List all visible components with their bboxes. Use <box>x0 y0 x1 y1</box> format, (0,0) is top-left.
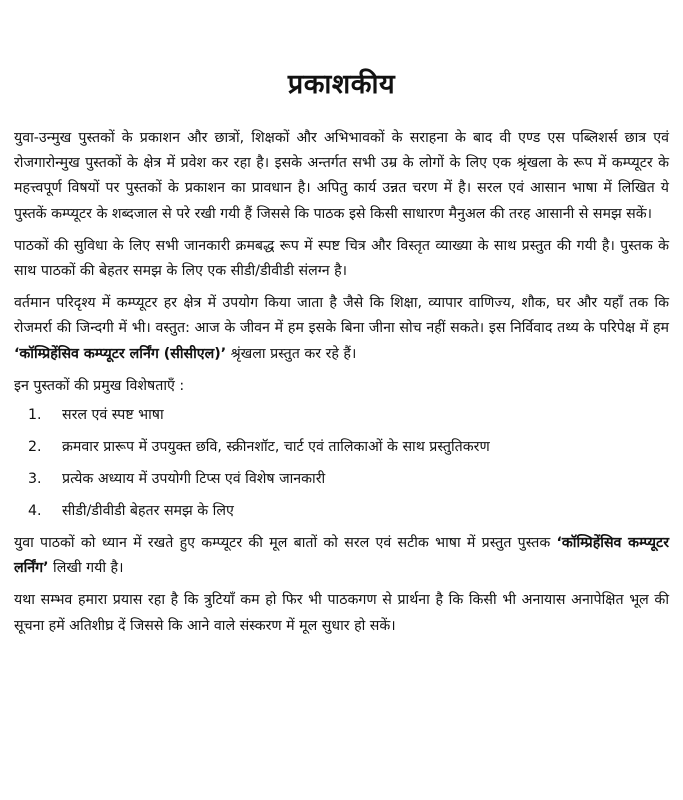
paragraph-errata-request: यथा सम्भव हमारा प्रयास रहा है कि त्रुटियाँ कम हो फिर भी पाठकगण से प्रार्थना है कि किसी भी अनायास अनापेक्षित भूल की सूचना हमें अतिशीघ्र दें जिससे कि आने वाले संस्करण में मूल सुधार हो सकें। <box>14 592 669 634</box>
list-item <box>14 499 669 524</box>
list-item-text: प्रत्येक अध्याय में उपयोगी टिप्स एवं विशेष जानकारी <box>62 471 326 488</box>
features-list <box>14 403 669 524</box>
paragraph-current-scenario-text-a: वर्तमान परिदृश्य में कम्प्यूटर हर क्षेत्र में उपयोग किया जाता है जैसे कि शिक्षा, व्यापार वाणिज्य, शौक, घर और यहाँ तक कि रोजमर्रा की जिन्दगी में भी। वस्तुत: आज के जीवन में हम इसके बिना जीना सोच नहीं सकते। इस निर्विवाद तथ्य के परिपेक्ष में हम <box>14 295 669 337</box>
document-body <box>14 126 669 639</box>
list-item <box>14 403 669 428</box>
list-item-number: 1. <box>28 407 42 424</box>
paragraph-convenience: पाठकों की सुविधा के लिए सभी जानकारी क्रमबद्ध रूप में स्पष्ट चित्र और विस्तृत व्याख्या के साथ प्रस्तुत की गयी है। पुस्तक के साथ पाठकों की बेहतर समझ के लिए एक सीडी/डीवीडी संलग्न है। <box>14 237 669 280</box>
paragraph-young-readers-text-a: युवा पाठकों को ध्यान में रखते हुए कम्प्यूटर की मूल बातों को सरल एवं सटीक भाषा में प्रस्तुत पुस्तक <box>14 535 557 552</box>
list-item-text: सीडी/डीवीडी बेहतर समझ के लिए <box>62 503 234 520</box>
list-item-number: 3. <box>28 471 42 488</box>
list-item-number: 4. <box>28 503 42 520</box>
book-name-bold: ‘कॉम्प्रिहेंसिव कम्प्यूटर लर्निंग’ <box>14 535 669 577</box>
list-item-number: 2. <box>28 439 42 456</box>
list-item-text: क्रमवार प्रारूप में उपयुक्त छवि, स्क्रीनशॉट, चार्ट एवं तालिकाओं के साथ प्रस्तुतिकरण <box>62 439 490 456</box>
list-item <box>14 435 669 460</box>
paragraph-intro: युवा-उन्मुख पुस्तकों के प्रकाशन और छात्रों, शिक्षकों और अभिभावकों के सराहना के बाद वी एण्ड एस पब्लिशर्स छात्र एवं रोजगारोन्मुख पुस्तकों के क्षेत्र में प्रवेश कर रहा है। इसके अन्तर्गत सभी उम्र के लोगों के लिए एक श्रृंखला के रूप में कम्प्यूटर के महत्त्वपूर्ण विषयों पर पुस्तकों के प्रकाशन का प्रावधान है। अपितु कार्य उन्नत चरण में है। सरल एवं आसान भाषा में लिखित ये पुस्तकें कम्प्यूटर के शब्दजाल से परे रखी गयी हैं जिससे कि पाठक इसे किसी साधारण मैनुअल की तरह आसानी से समझ सकें। <box>14 130 669 222</box>
list-item-text: सरल एवं स्पष्ट भाषा <box>62 407 164 424</box>
paragraph-young-readers-text-b: लिखी गयी है। <box>48 560 124 577</box>
series-name-bold: ‘कॉम्प्रिहेंसिव कम्प्यूटर लर्निंग (सीसीएल)’ <box>14 345 227 362</box>
page-title: प्रकाशकीय <box>287 69 396 100</box>
paragraph-young-readers <box>14 531 669 581</box>
list-item <box>14 467 669 492</box>
paragraph-current-scenario <box>14 291 669 367</box>
paragraph-current-scenario-text-b: श्रृंखला प्रस्तुत कर रहे हैं। <box>226 345 357 362</box>
features-heading: इन पुस्तकों की प्रमुख विशेषताएँ : <box>14 377 185 394</box>
